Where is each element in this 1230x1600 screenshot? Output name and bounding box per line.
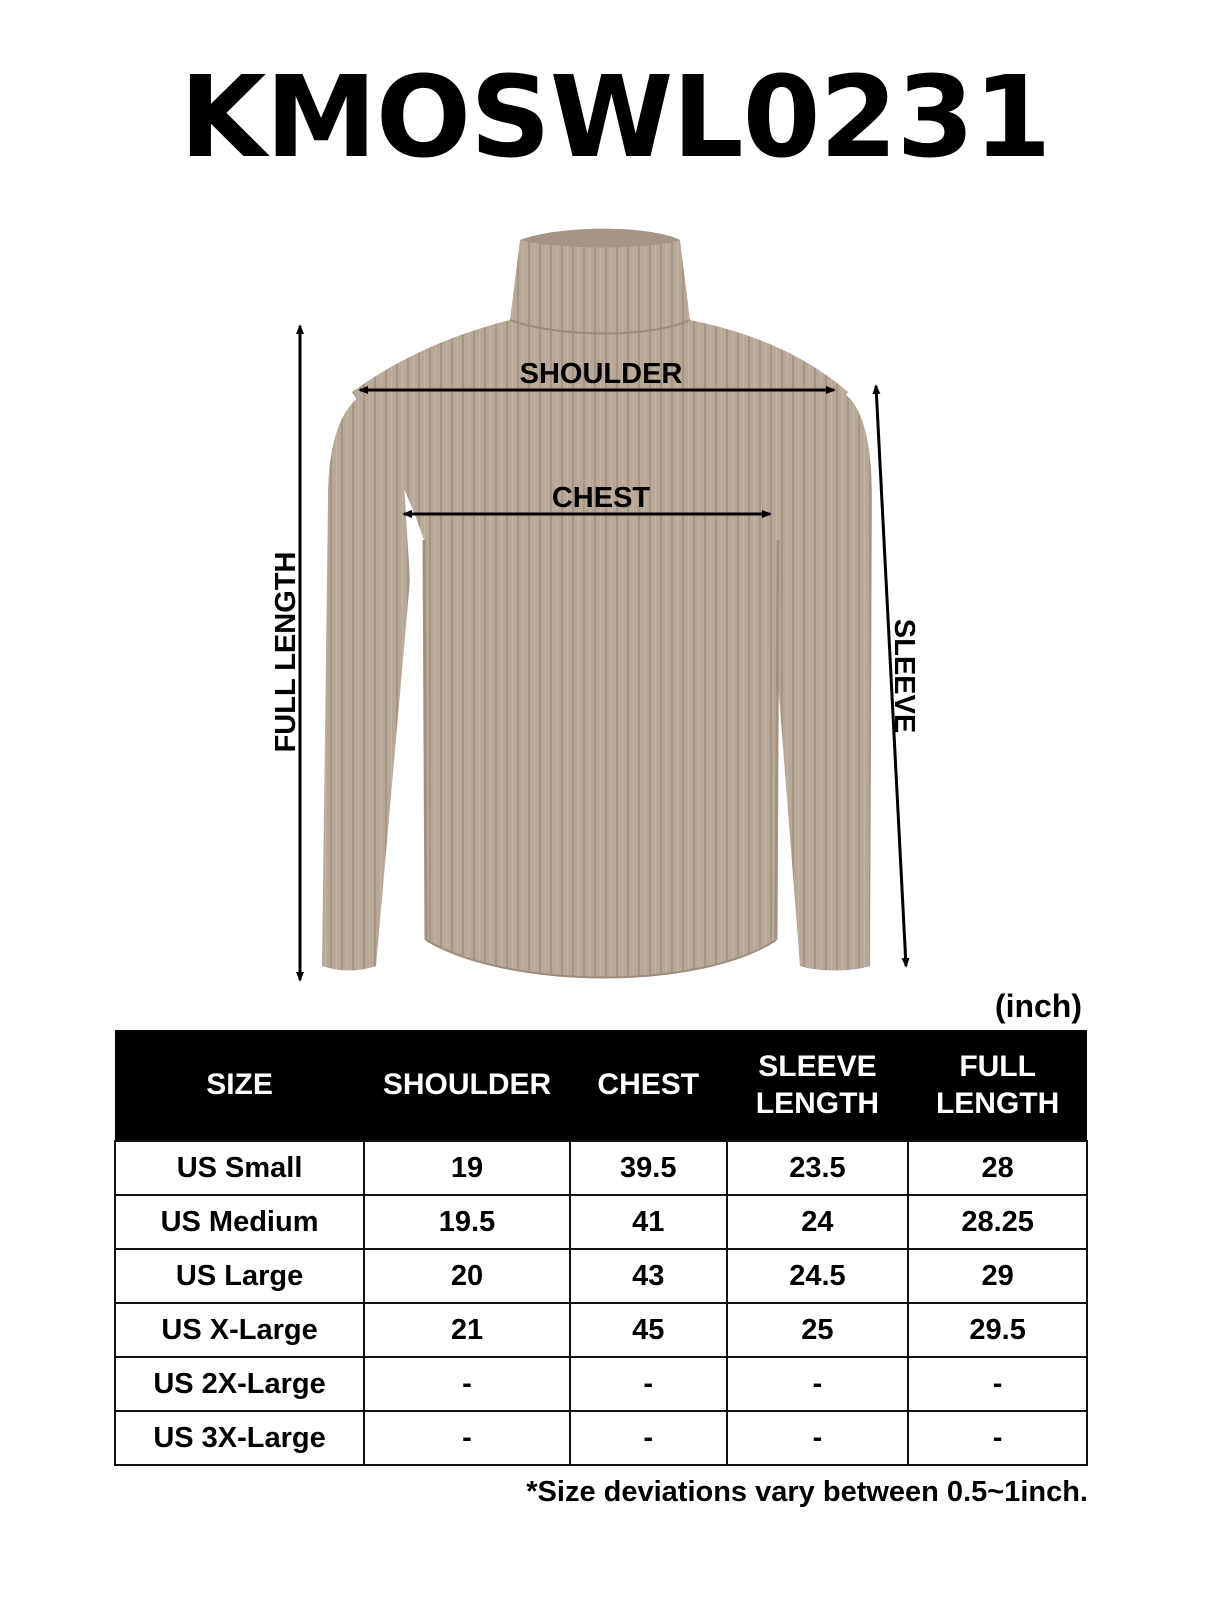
size-cell: US Large: [115, 1249, 364, 1303]
header-full-length: FULL LENGTH: [908, 1030, 1087, 1141]
turtleneck-sweater-image: [322, 229, 872, 978]
full-length-cell: 28.25: [908, 1195, 1087, 1249]
full-length-cell: 29: [908, 1249, 1087, 1303]
chest-cell: 43: [570, 1249, 727, 1303]
sleeve-length-cell: 25: [727, 1303, 909, 1357]
table-row: [115, 1303, 1087, 1357]
table-row: [115, 1411, 1087, 1465]
header-sleeve-length: SLEEVE LENGTH: [727, 1030, 909, 1141]
header-size: SIZE: [115, 1030, 364, 1141]
table-header-row: [115, 1030, 1087, 1141]
table-row: [115, 1249, 1087, 1303]
table-row: [115, 1357, 1087, 1411]
header-shoulder: SHOULDER: [364, 1030, 570, 1141]
header-chest: CHEST: [570, 1030, 727, 1141]
unit-label: (inch): [994, 988, 1082, 1024]
size-cell: US Medium: [115, 1195, 364, 1249]
shoulder-cell: 21: [364, 1303, 570, 1357]
size-deviation-note: *Size deviations vary between 0.5~1inch.: [526, 1476, 1088, 1508]
table-row: [115, 1141, 1087, 1195]
chest-cell: 45: [570, 1303, 727, 1357]
size-cell: US 2X-Large: [115, 1357, 364, 1411]
sleeve-label: SLEEVE: [888, 618, 920, 734]
chest-cell: -: [570, 1357, 727, 1411]
shoulder-label: SHOULDER: [519, 358, 683, 390]
sleeve-length-cell: -: [727, 1357, 909, 1411]
table-row: [115, 1195, 1087, 1249]
full-length-cell: -: [908, 1357, 1087, 1411]
chest-label: CHEST: [551, 482, 651, 514]
full-length-label: FULL LENGTH: [270, 551, 302, 753]
full-length-cell: 29.5: [908, 1303, 1087, 1357]
shoulder-cell: 20: [364, 1249, 570, 1303]
sleeve-length-cell: -: [727, 1411, 909, 1465]
sleeve-length-cell: 23.5: [727, 1141, 909, 1195]
shoulder-cell: -: [364, 1411, 570, 1465]
shoulder-cell: 19.5: [364, 1195, 570, 1249]
full-length-cell: -: [908, 1411, 1087, 1465]
chest-cell: 41: [570, 1195, 727, 1249]
size-cell: US X-Large: [115, 1303, 364, 1357]
chest-cell: -: [570, 1411, 727, 1465]
size-cell: US Small: [115, 1141, 364, 1195]
full-length-cell: 28: [908, 1141, 1087, 1195]
shoulder-cell: -: [364, 1357, 570, 1411]
shoulder-cell: 19: [364, 1141, 570, 1195]
sleeve-length-cell: 24: [727, 1195, 909, 1249]
size-chart-table: [114, 1030, 1088, 1466]
size-cell: US 3X-Large: [115, 1411, 364, 1465]
chest-cell: 39.5: [570, 1141, 727, 1195]
turtleneck-measurement-diagram: [0, 200, 1230, 1000]
sleeve-length-cell: 24.5: [727, 1249, 909, 1303]
product-code-title: KMOSWL0231: [179, 53, 1051, 183]
